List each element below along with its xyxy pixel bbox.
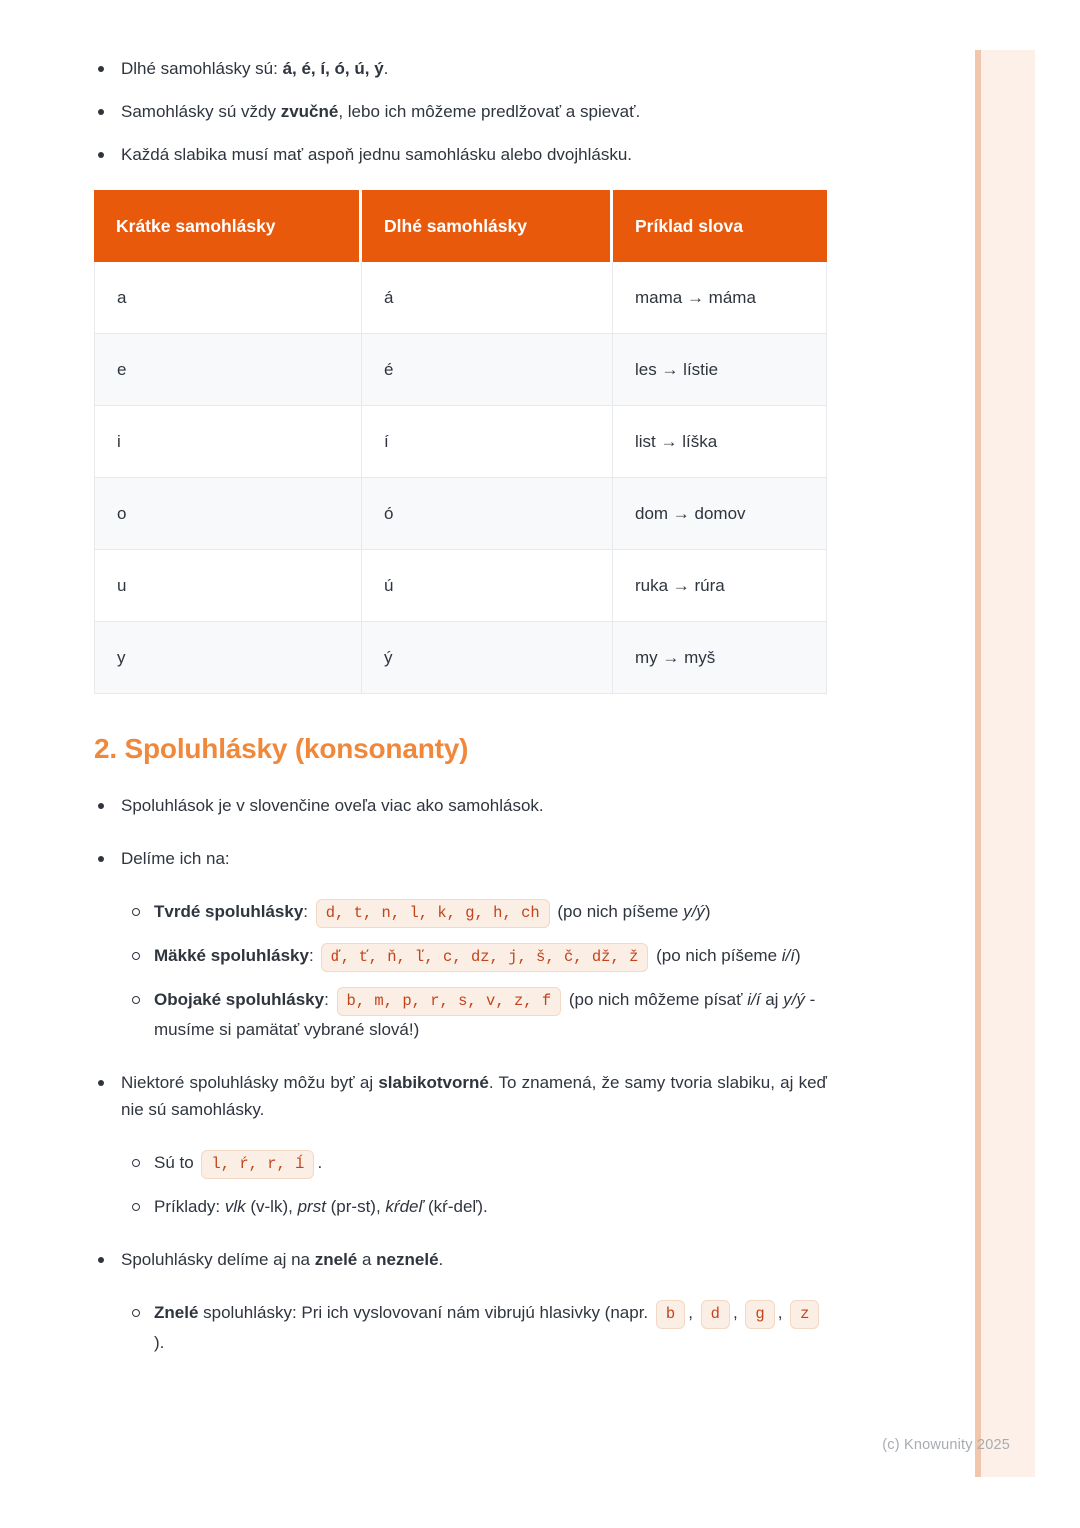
bullet-item [94,1069,827,1123]
text-segment: . To znamená, že samy tvoria slabiku, aj keď nie sú samohlásky. [121,1073,827,1119]
code-chip: b, m, p, r, s, v, z, f [337,987,562,1016]
vowel-table-head [94,190,827,262]
bullet-text [154,1193,827,1220]
bullet-text [121,55,827,82]
text-segment: Sú to [154,1153,199,1172]
text-segment: ) [795,946,801,965]
text-segment: ). [154,1333,165,1352]
document-content [94,55,827,1370]
text-segment: Dlhé samohlásky sú: [121,59,283,78]
text-segment: zvučné [280,102,339,121]
text-segment: znelé [314,1250,358,1269]
code-chip: d, t, n, l, k, g, h, ch [316,899,550,928]
code-chip: z [790,1300,819,1329]
text-segment: : [303,902,313,921]
text-segment: Každá slabika musí mať aspoň jednu samohlásku alebo dvojhlásku. [121,145,633,164]
text-segment: i/í [747,990,761,1009]
bullet-item [94,141,827,168]
table-cell: ruka → rúra [613,550,827,622]
text-segment: , [732,1303,743,1322]
table-cell: e [94,334,362,406]
circle-marker [132,952,140,960]
text-segment: , [688,1303,698,1322]
text-segment: (kŕ-deľ). [423,1197,488,1216]
bullet-marker [98,1257,104,1263]
text-segment: . [383,59,389,78]
circle-marker [132,996,140,1004]
sub-bullet-item [132,1149,827,1179]
bullet-item [94,1246,827,1273]
text-segment: aj [760,990,784,1009]
table-cell: a [94,262,362,334]
text-segment: . [438,1250,444,1269]
vowel-table-body [94,262,827,694]
table-row [94,550,827,622]
bullet-text [121,845,827,872]
text-segment: a [357,1250,377,1269]
sub-bullet-item [132,942,827,972]
table-cell: dom → domov [613,478,827,550]
bullet-marker [98,109,104,115]
text-segment: neznelé [376,1250,439,1269]
vowel-table-header-row [94,190,827,262]
sub-bullet-item [132,898,827,928]
copyright-footer: (c) Knowunity 2025 [882,1437,1010,1453]
text-segment: Niektoré spoluhlásky môžu byť aj [121,1073,379,1092]
table-cell: o [94,478,362,550]
code-chip: ď, ť, ň, ľ, c, dz, j, š, č, dž, ž [321,943,648,972]
bullet-text [121,792,827,819]
table-cell: é [362,334,613,406]
text-segment: á, é, í, ó, ú, ý [282,59,384,78]
column-header: Dlhé samohlásky [362,190,613,262]
bullet-marker [98,803,104,809]
text-segment: (po nich píšeme [651,946,782,965]
table-cell: á [362,262,613,334]
table-cell: les → lístie [613,334,827,406]
table-cell: my → myš [613,622,827,694]
text-segment: slabikotvorné [378,1073,489,1092]
consonants-bullet-list [94,792,827,1356]
circle-marker [132,908,140,916]
code-chip: l, ŕ, r, ĺ [201,1150,314,1179]
text-segment: Príklady: [154,1197,225,1216]
text-segment: Delíme ich na: [121,849,230,868]
circle-marker [132,1309,140,1317]
text-segment: Tvrdé spoluhlásky [154,902,304,921]
table-cell: ú [362,550,613,622]
code-chip: b [656,1300,685,1329]
text-segment: Spoluhlásky delíme aj na [121,1250,315,1269]
bullet-marker [98,1080,104,1086]
bullet-text [121,98,827,125]
sub-bullet-item [132,1193,827,1220]
code-chip: g [745,1300,774,1329]
bullet-text [154,898,827,928]
text-segment: : [324,990,334,1009]
bullet-text [154,1149,827,1179]
table-cell: u [94,550,362,622]
text-segment: y/ý [683,902,705,921]
code-chip: d [701,1300,730,1329]
text-segment: kŕdeľ [385,1197,424,1216]
table-cell: í [362,406,613,478]
text-segment: (po nich môžeme písať [564,990,748,1009]
text-segment: i/í [781,946,796,965]
bullet-marker [98,856,104,862]
table-row [94,406,827,478]
table-row [94,622,827,694]
text-segment: Znelé [154,1303,199,1322]
bullet-text [121,141,827,168]
text-segment: : [308,946,319,965]
bullet-text [154,942,827,972]
table-cell: i [94,406,362,478]
text-segment: , [777,1303,788,1322]
bullet-text [121,1246,827,1273]
circle-marker [132,1159,140,1167]
column-header: Krátke samohlásky [94,190,362,262]
column-header: Príklad slova [613,190,827,262]
text-segment: Mäkké spoluhlásky [154,946,309,965]
section-heading-consonants: 2. Spoluhlásky (konsonanty) [94,733,469,764]
table-row [94,478,827,550]
sub-bullet-item [132,1299,827,1356]
circle-marker [132,1203,140,1211]
text-segment: ) [704,902,711,921]
table-cell: y [94,622,362,694]
text-segment: Samohlásky sú vždy [121,102,281,121]
table-cell: ý [362,622,613,694]
table-row [94,262,827,334]
text-segment: vlk [224,1197,246,1216]
table-cell: ó [362,478,613,550]
table-row [94,334,827,406]
sub-bullet-item [132,986,827,1043]
bullet-item [94,55,827,82]
intro-bullet-list [94,55,827,168]
bullet-text [121,1069,827,1123]
page-side-accent-bar [975,50,1035,1477]
text-segment: Spoluhlások je v slovenčine oveľa viac ako samohlások. [121,796,544,815]
bullet-item [94,98,827,125]
bullet-text [154,1299,827,1356]
bullet-marker [98,66,104,72]
vowel-table [94,190,827,694]
text-segment: prst [297,1197,326,1216]
text-segment: (v-lk), [245,1197,298,1216]
text-segment: y/ý [783,990,805,1009]
text-segment: , lebo ich môžeme predlžovať a spievať. [338,102,641,121]
text-segment: . [317,1153,323,1172]
text-segment: (pr-st), [325,1197,386,1216]
text-segment: Obojaké spoluhlásky [154,990,325,1009]
table-cell: list → líška [613,406,827,478]
bullet-marker [98,152,104,158]
bullet-text [154,986,827,1043]
bullet-item [94,792,827,819]
bullet-item [94,845,827,872]
table-cell: mama → máma [613,262,827,334]
text-segment: spoluhlásky: Pri ich vyslovovaní nám vibrujú hlasivky (napr. [198,1303,653,1322]
text-segment: (po nich píšeme [552,902,684,921]
text-segment: - musíme si pamätať vybrané slová!) [154,990,816,1039]
